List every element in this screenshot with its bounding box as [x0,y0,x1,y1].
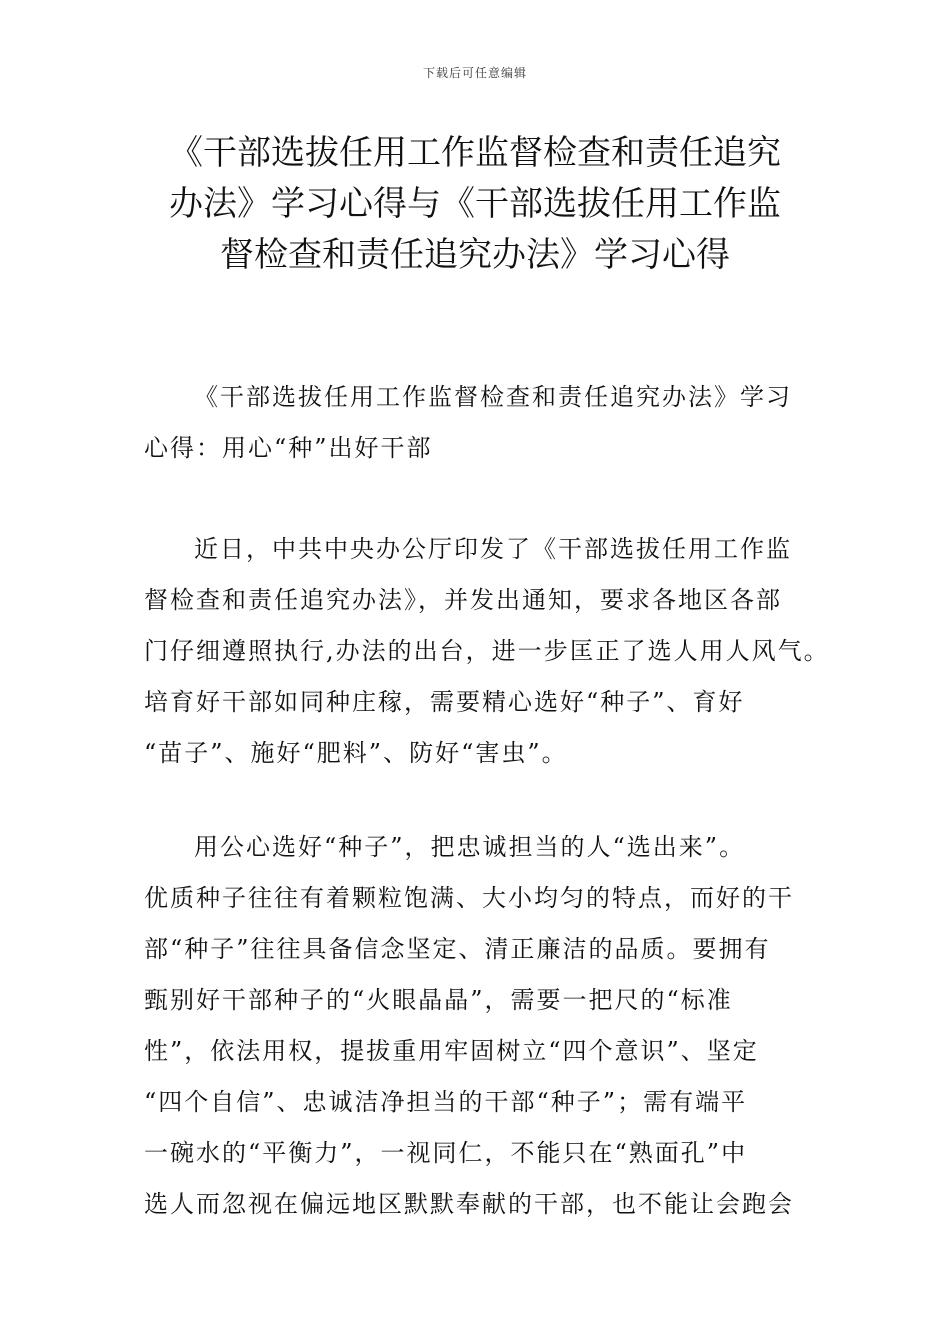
paragraph-line: 性”，依法用权，提拔重用牢固树立“四个意识”、坚定 [144,1037,759,1065]
paragraph-line: 督检查和责任追究办法》，并发出通知，要求各地区各部 [144,586,782,614]
paragraph-line: 甄别好干部种子的“火眼晶晶”，需要一把尺的“标准 [144,986,733,1014]
seed-paragraph [144,822,804,1230]
subtitle-paragraph [144,372,804,474]
paragraph-line: 门仔细遵照执行,办法的出台，进一步匡正了选人用人风气。 [144,637,830,665]
paragraph-line: “苗子”、施好“肥料”、防好“害虫”。 [144,739,568,767]
paragraph-line: 一碗水的“平衡力”，一视同仁，不能只在“熟面孔”中 [144,1139,748,1167]
paragraph-line: 优质种子往往有着颗粒饱满、大小均匀的特点，而好的干 [144,884,794,912]
paragraph-line: 选人而忽视在偏远地区默默奉献的干部，也不能让会跑会 [144,1190,794,1218]
title-line: 办法》学习心得与《干部选拔任用工作监 [169,184,781,224]
paragraph-line: 心得：用心“种”出好干部 [144,434,433,462]
paragraph-line: 部“种子”往往具备信念坚定、清正廉洁的品质。要拥有 [144,935,771,963]
title-line: 督检查和责任追究办法》学习心得 [220,235,730,275]
paragraph-line: “四个自信”、忠诚洁净担当的干部“种子”；需有端平 [144,1088,748,1116]
paragraph-line: 用公心选好“种子”，把忠诚担当的人“选出来”。 [194,833,746,861]
paragraph-line: 培育好干部如同种庄稼，需要精心选好“种子”、育好 [144,688,745,716]
document-title [150,128,800,281]
title-line: 《干部选拔任用工作监督检查和责任追究 [169,133,781,173]
paragraph-line: 《干部选拔任用工作监督检查和责任追究办法》学习 [194,383,792,411]
header-note: 下载后可任意编辑 [422,66,527,80]
paragraph-line: 近日，中共中央办公厅印发了《干部选拔任用工作监 [194,535,792,563]
intro-paragraph [144,524,830,779]
